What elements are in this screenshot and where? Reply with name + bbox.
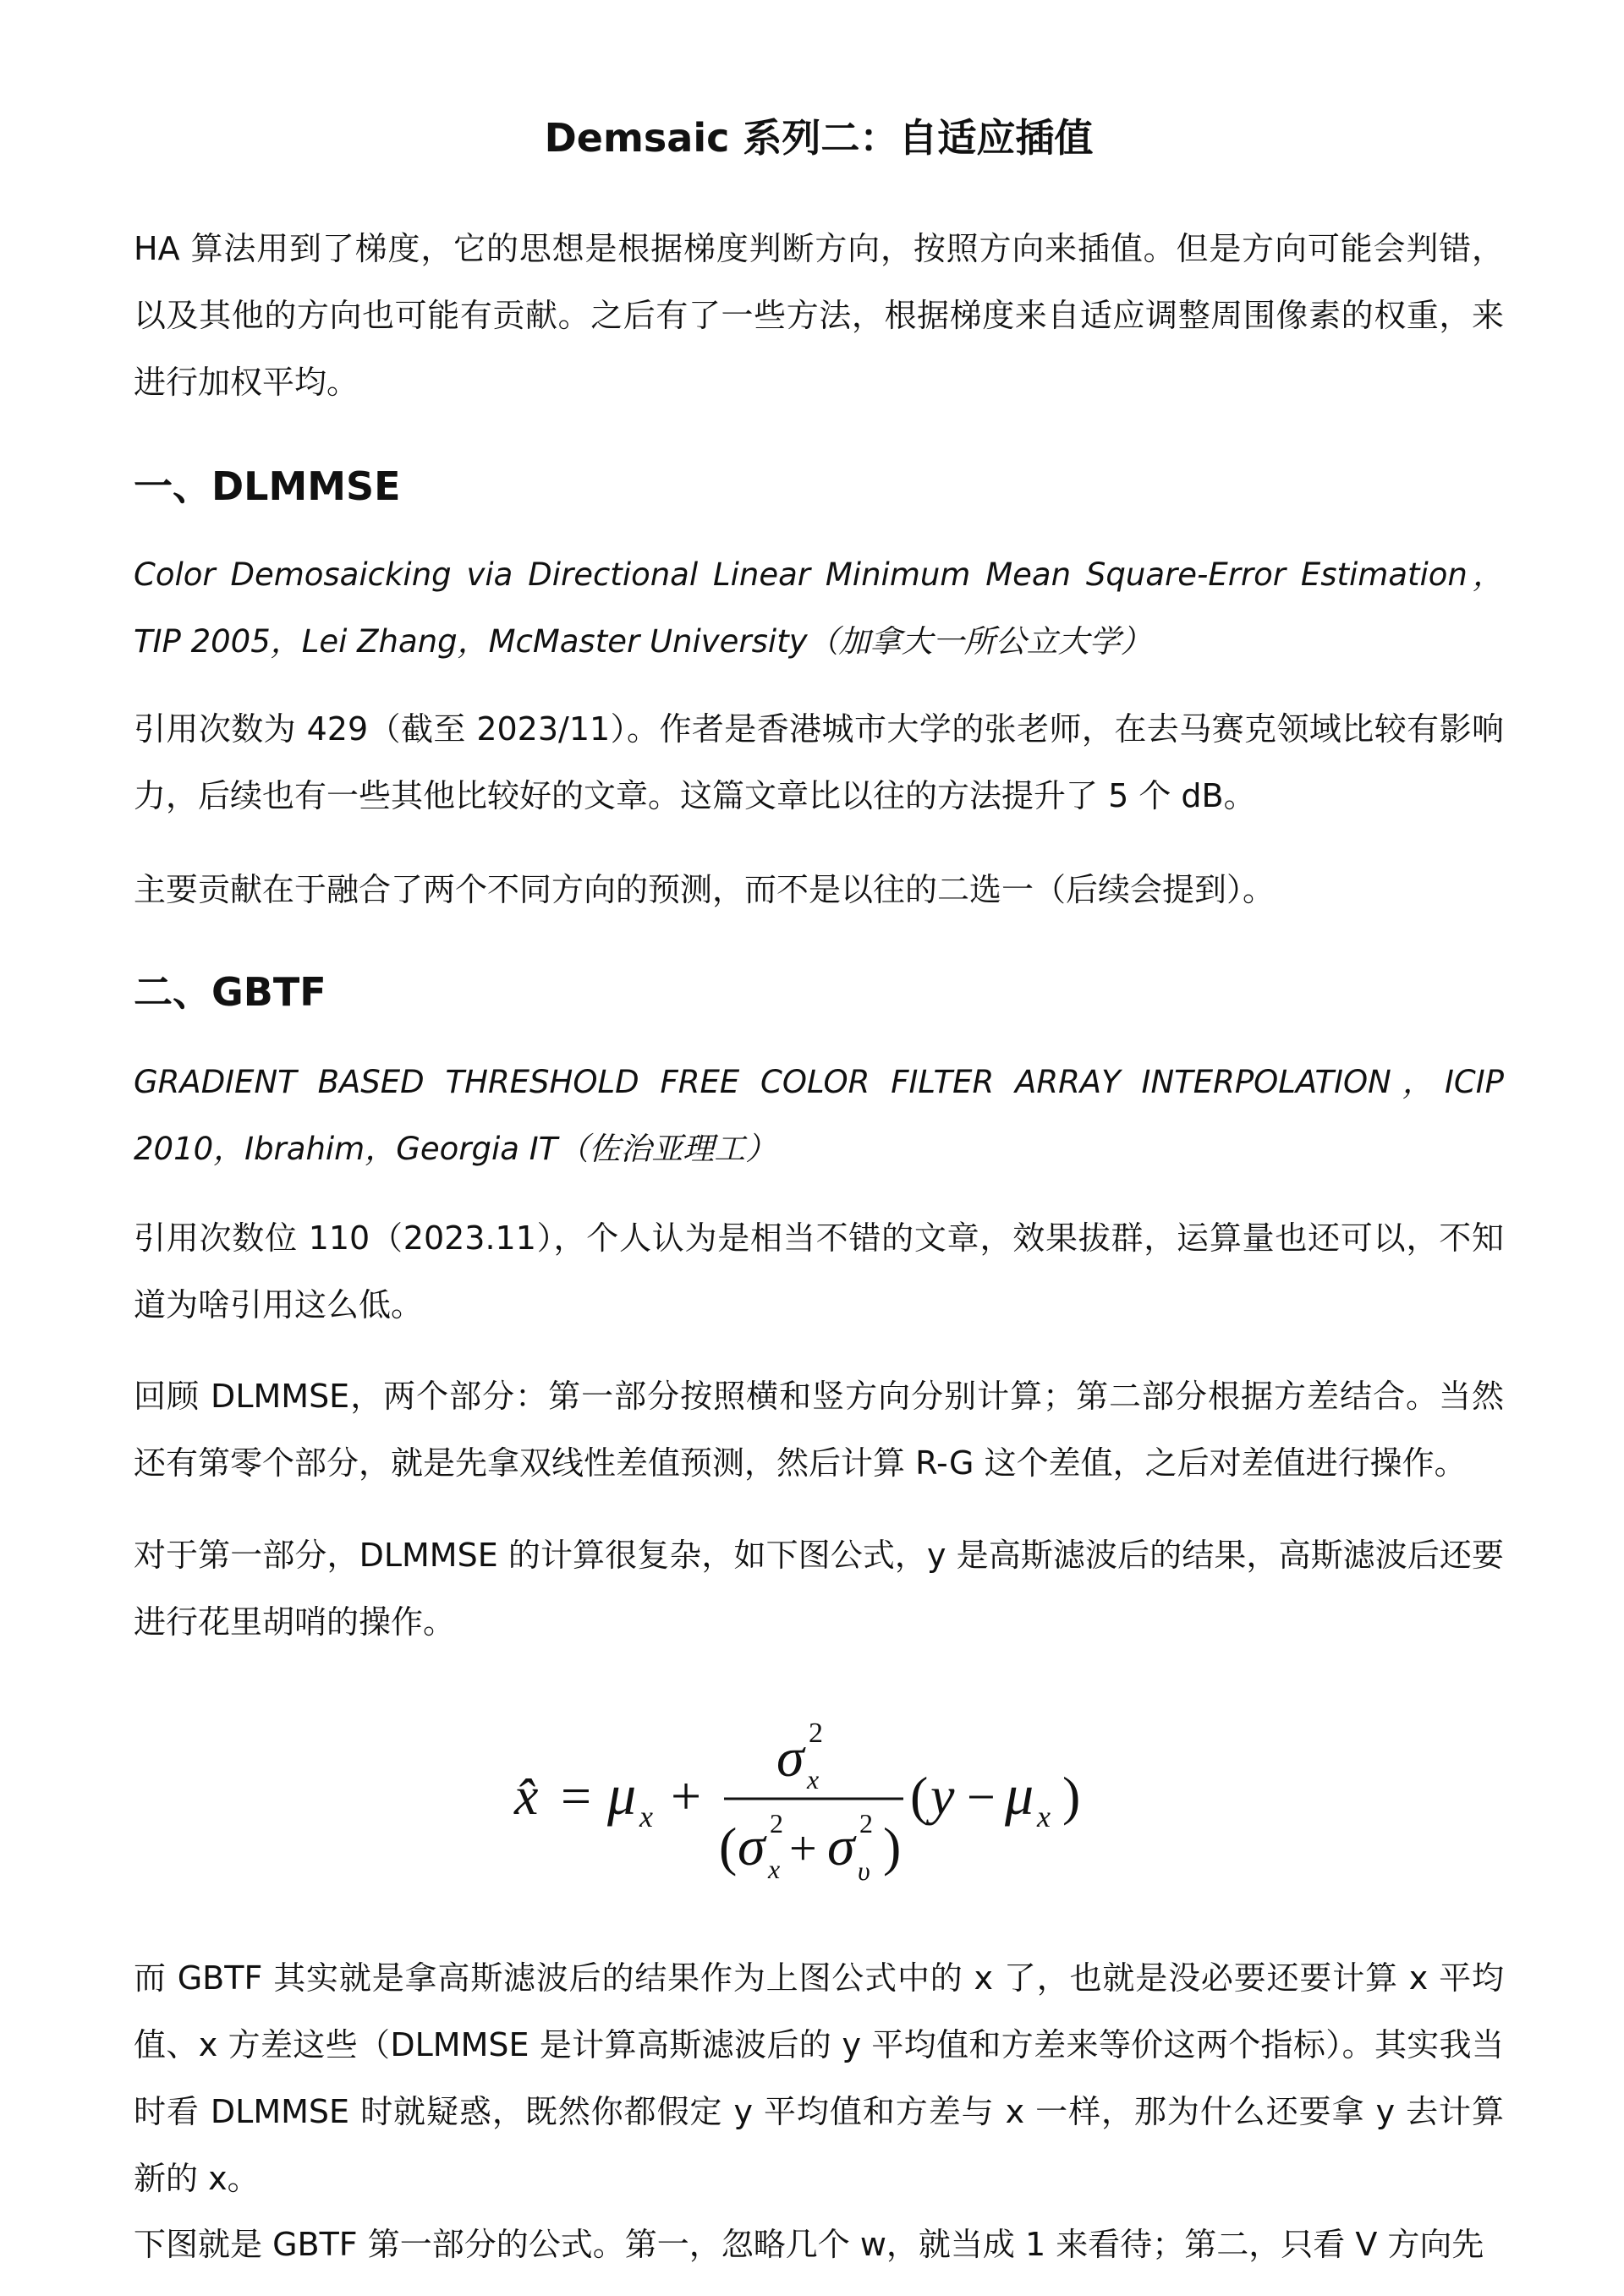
formula-lhs: x̂	[514, 1766, 539, 1826]
formula-rparen: )	[1062, 1766, 1081, 1826]
section-heading-gbtf: 二、GBTF	[134, 969, 326, 1015]
formula-mu-sub: x	[639, 1800, 653, 1833]
formula-plus: +	[671, 1766, 702, 1826]
formula-y: y	[930, 1766, 955, 1826]
paragraph-gbtf-citations: 引用次数位 110（2023.11），个人认为是相当不错的文章，效果拔群，运算量也还可以，不知道为啥引用这么低。	[134, 1219, 1504, 1323]
page-title: Demsaic 系列二：自适应插值	[544, 114, 1094, 161]
lmmse-formula-image	[134, 1696, 1504, 1907]
formula-den-sup2: 2	[859, 1808, 873, 1838]
citation-gbtf: GRADIENT BASED THRESHOLD FREE COLOR FILTER ARRAY INTERPOLATION，ICIP 2010，Ibrahim，Georgia IT（佐治亚理工）	[134, 1064, 1504, 1167]
formula-mu: μ	[607, 1762, 637, 1827]
formula-minus: −	[967, 1769, 996, 1825]
paragraph-gbtf-explanation: 而 GBTF 其实就是拿高斯滤波后的结果作为上图公式中的 x 了，也就是没必要还要计算 x 平均值、x 方差这些（DLMMSE 是计算高斯滤波后的 y 平均值和方差来等价这两个指标）。其实我当时看 DLMMSE 时就疑惑，既然你都假定 y 平均值和方差与 x 一样，那为什么还要拿 y 去计算新的 x。	[134, 1959, 1504, 2197]
formula-den-sub1: x	[768, 1854, 781, 1884]
formula-den-sigma2: σ	[827, 1816, 855, 1877]
paragraph-dlmmse-contribution: 主要贡献在于融合了两个不同方向的预测，而不是以往的二选一（后续会提到）。	[134, 871, 1276, 908]
formula-num-sigma: σ	[776, 1727, 804, 1789]
citation-dlmmse: Color Demosaicking via Directional Linear Minimum Mean Square-Error Estimation，TIP 2005，Lei Zhang，McMaster University（加拿大一所公立大学）	[134, 556, 1504, 660]
formula-equals: =	[561, 1766, 592, 1826]
paragraph-dlmmse-review: 回顾 DLMMSE，两个部分：第一部分按照横和竖方向分别计算；第二部分根据方差结合。当然还有第零个部分，就是先拿双线性差值预测，然后计算 R-G 这个差值，之后对差值进行操作。	[134, 1378, 1504, 1482]
formula-den-rparen: )	[883, 1817, 902, 1877]
formula-num-sup: 2	[809, 1718, 823, 1749]
paragraph-first-part: 对于第一部分，DLMMSE 的计算很复杂，如下图公式，y 是高斯滤波后的结果，高斯滤波后还要进行花里胡哨的操作。	[134, 1537, 1504, 1641]
formula-mu2-sub: x	[1037, 1800, 1051, 1833]
formula-den-lparen: (	[719, 1817, 738, 1877]
formula-den-sigma1: σ	[738, 1816, 765, 1877]
formula-mu2: μ	[1005, 1762, 1034, 1827]
formula-num-sub: x	[807, 1764, 820, 1795]
formula-den-sup1: 2	[770, 1808, 783, 1838]
intro-paragraph: HA 算法用到了梯度，它的思想是根据梯度判断方向，按照方向来插值。但是方向可能会判错，以及其他的方向也可能有贡献。之后有了一些方法，根据梯度来自适应调整周围像素的权重，来进行加权平均。	[134, 230, 1504, 401]
formula-den-plus: +	[789, 1821, 817, 1876]
paragraph-dlmmse-citations: 引用次数为 429（截至 2023/11）。作者是香港城市大学的张老师，在去马赛克领域比较有影响力，后续也有一些其他比较好的文章。这篇文章比以往的方法提升了 5 个 dB。	[134, 710, 1504, 814]
paragraph-gbtf-formula-intro: 下图就是 GBTF 第一部分的公式。第一，忽略几个 w，就当成 1 来看待；第二，只看 V 方向先	[134, 2226, 1484, 2263]
formula-den-sub2: υ	[858, 1855, 870, 1886]
section-heading-dlmmse: 一、DLMMSE	[134, 463, 401, 509]
formula-lparen: (	[910, 1766, 929, 1826]
